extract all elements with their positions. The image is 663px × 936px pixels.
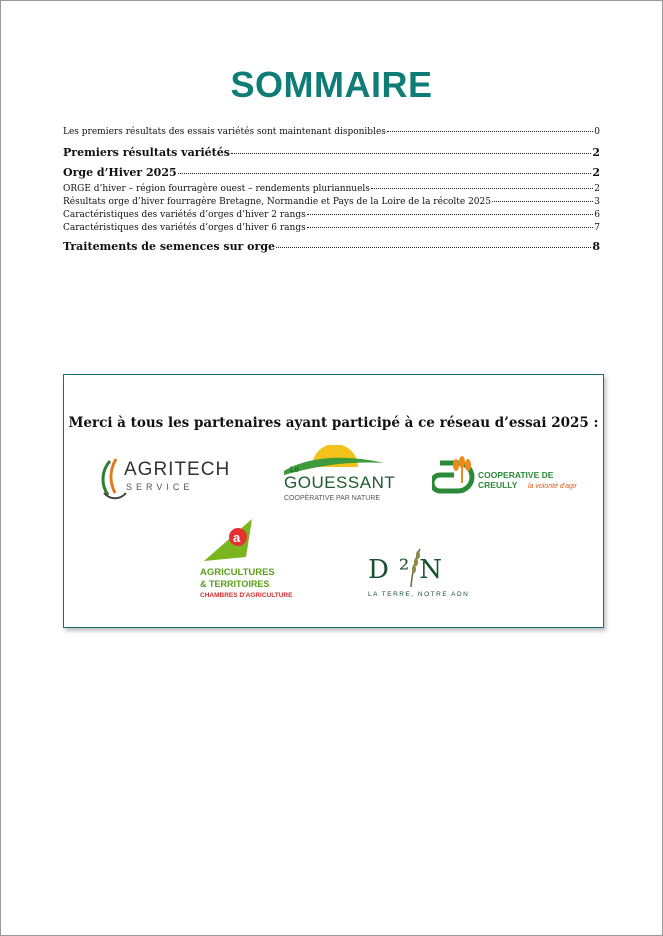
agricultures-territoires-logo [196, 517, 306, 607]
chambres-agriculture-icon [196, 517, 266, 565]
toc-entry[interactable] [63, 184, 600, 195]
agri-name-1: AGRICULTURES [200, 567, 275, 578]
d2n-name: D²N [368, 555, 453, 585]
agri-name-2: & TERRITOIRES [200, 579, 270, 589]
toc-entry-label: ORGE d’hiver – région fourragère ouest – rendements pluriannuels [63, 184, 370, 194]
toc-entry[interactable] [63, 166, 600, 180]
page-title: SOMMAIRE [230, 64, 433, 105]
toc-dot-leader [387, 131, 593, 132]
toc-entry[interactable] [63, 197, 600, 208]
gouessant-sub: COOPÉRATIVE PAR NATURE [284, 495, 381, 502]
agritech-sub: SERVICE [126, 482, 194, 492]
agri-sub: CHAMBRES D'AGRICULTURE [200, 592, 293, 599]
toc-entry-page: 2 [592, 146, 600, 159]
toc-dot-leader [492, 201, 593, 202]
svg-text:a: a [233, 530, 241, 545]
toc-entry[interactable] [63, 146, 600, 160]
toc-entry-page: 2 [594, 184, 600, 194]
creully-sub: la volonté d'agir [528, 483, 577, 490]
toc-entry-page: 6 [594, 210, 600, 220]
toc-entry[interactable] [63, 210, 600, 221]
agritech-logo [98, 453, 231, 503]
toc-entry[interactable] [63, 240, 600, 254]
gouessant-le: Le [290, 465, 299, 474]
toc-entry-page: 7 [594, 223, 600, 233]
toc-entry[interactable] [63, 127, 600, 138]
gouessant-name: GOUESSANT [284, 473, 396, 492]
toc-entry-label: Les premiers résultats des essais variétés sont maintenant disponibles [63, 127, 386, 137]
toc-entry-label: Caractéristiques des variétés d’orges d’hiver 2 rangs [63, 210, 306, 220]
d2n-sub: LA TERRE, NOTRE ADN [368, 591, 470, 598]
toc-entry-page: 3 [594, 197, 600, 207]
toc-dot-leader [178, 173, 592, 174]
toc-entry-label: Caractéristiques des variétés d’orges d’hiver 6 rangs [63, 223, 306, 233]
toc-entry-label: Traitements de semences sur orge [63, 240, 276, 253]
creully-name: COOPERATIVE DE CREULLY [478, 470, 554, 490]
table-of-contents [63, 127, 600, 258]
partners-box [63, 374, 604, 628]
toc-entry-label: Résultats orge d’hiver fourragère Bretagne, Normandie et Pays de la Loire de la récolte 2025 [63, 197, 491, 207]
toc-entry-label: Orge d’Hiver 2025 [63, 166, 177, 179]
toc-entry-page: 0 [594, 127, 600, 137]
toc-entry[interactable] [63, 223, 600, 234]
partners-heading: Merci à tous les partenaires ayant participé à ce réseau d’essai 2025 : [68, 415, 599, 431]
d2n-logo [364, 547, 474, 607]
toc-entry-page: 2 [592, 166, 600, 179]
le-gouessant-logo [280, 445, 396, 509]
toc-dot-leader [276, 247, 591, 248]
toc-dot-leader [371, 188, 593, 189]
toc-dot-leader [307, 227, 594, 228]
toc-dot-leader [307, 214, 594, 215]
toc-entry-label: Premiers résultats variétés [63, 146, 230, 159]
toc-dot-leader [231, 153, 591, 154]
toc-entry-page: 8 [592, 240, 600, 253]
agritech-name: AGRITECH [124, 459, 231, 480]
creully-wheat-icon [432, 453, 478, 501]
creully-logo [432, 453, 592, 503]
